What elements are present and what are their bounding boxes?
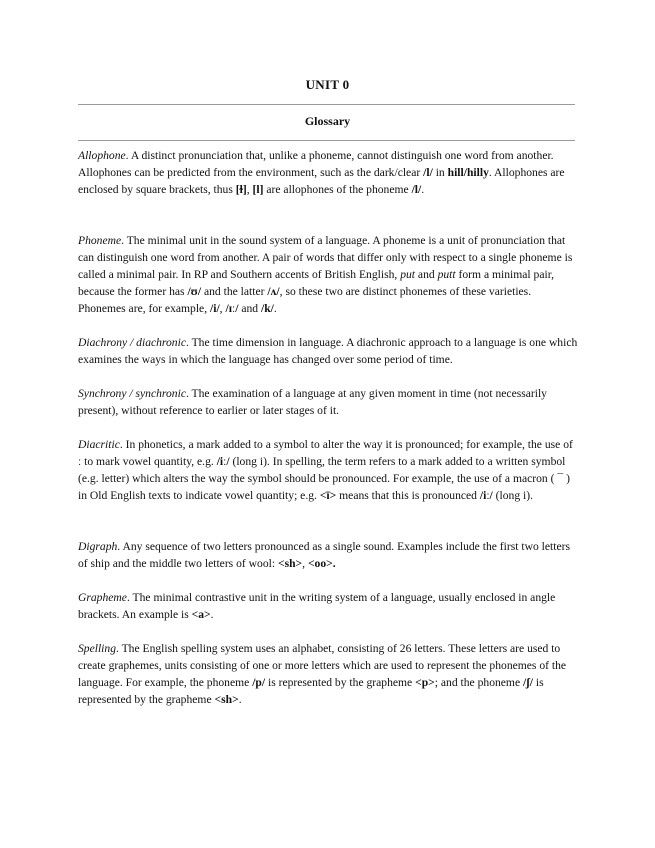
entry-term: Synchrony / synchronic [78, 387, 186, 400]
entry-term: Phoneme [78, 234, 122, 247]
entry-term: Allophone [78, 149, 126, 162]
entry-synchrony: Synchrony / synchronic. The examination of a language at any given moment in time (not necessarily present), without reference to earlier or later stages of it. [78, 387, 547, 417]
entry-digraph: Digraph. Any sequence of two letters pronounced as a single sound. Examples include the first two letters of ship and the middle two letters of wool: <sh>, <oo>. [78, 540, 570, 570]
heading-divider [78, 140, 575, 141]
entry-diachrony: Diachrony / diachronic. The time dimension in language. A diachronic approach to a language is one which examines the ways in which the language has changed over some period of time. [78, 336, 578, 366]
top-divider [78, 104, 575, 105]
entry-allophone: Allophone. A distinct pronunciation that, unlike a phoneme, cannot distinguish one word from another. Allophones can be predicted from the environment, such as the dark/clear /l/ in hill/hilly. Allophones are enclosed by square brackets, thus [ɫ], [l] are allophones of the phoneme /l/. [78, 149, 565, 196]
entry-term: Diacritic [78, 438, 120, 451]
entry-term: Digraph [78, 540, 118, 553]
entry-spelling: Spelling. The English spelling system uses an alphabet, consisting of 26 letters. These letters are used to create graphemes, units consisting of one or more letters which are used to represent the phonemes of the language. For example, the phoneme /p/ is represented by the grapheme <p>; and the phoneme /ʃ/ is represented by the grapheme <sh>. [78, 642, 567, 706]
unit-title: UNIT 0 [305, 77, 350, 92]
entry-diacritic: Diacritic. In phonetics, a mark added to a symbol to alter the way it is pronounced; for example, the use of ː to mark vowel quantity, e.g. /iː/ (long i). In spelling, the term refers to a mark added to a written symbol (e.g. letter) which alters the way the symbol should be pronounced. For example, the use of a macron ( ¯ ) in Old English texts to indicate vowel quantity; e.g. <ī> means that this is pronounced /iː/ (long i). [78, 438, 573, 502]
entry-term: Diachrony / diachronic [78, 336, 186, 349]
entry-term: Spelling [78, 642, 116, 655]
entry-phoneme: Phoneme. The minimal unit in the sound system of a language. A phoneme is a unit of pronunciation that can distinguish one word from another. A pair of words that differ only with respect to a single phoneme is called a minimal pair. In RP and Southern accents of British English, put and putt form a minimal pair, because the former has /ʊ/ and the latter /ʌ/, so these two are distinct phonemes of these varieties. Phonemes are, for example, /i/, /ɪː/ and /k/. [78, 234, 573, 315]
entry-term: Grapheme [78, 591, 127, 604]
entry-grapheme: Grapheme. The minimal contrastive unit in the writing system of a language, usually enclosed in angle brackets. An example is <a>. [78, 591, 556, 621]
glossary-heading: Glossary [304, 114, 351, 128]
